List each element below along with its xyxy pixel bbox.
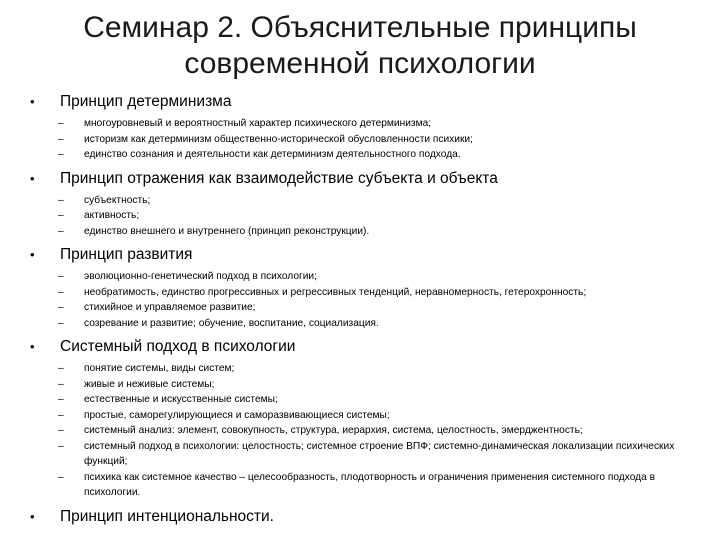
section-heading <box>18 507 708 527</box>
dash-icon: – <box>58 440 64 452</box>
dash-icon: – <box>58 118 64 129</box>
dash-icon: – <box>58 194 64 206</box>
sub-list <box>18 193 708 240</box>
slide-title <box>0 10 720 82</box>
sub-list <box>18 361 708 501</box>
list-item-text: системный подход в психологии: целостность; системное строение ВПФ; системно-динамическая локализации психических функций; <box>84 440 675 467</box>
section-heading-text: Принцип интенциональности. <box>60 507 274 525</box>
list-item-text: необратимость, единство прогрессивных и регрессивных тенденций, неравномерность, гетерохронность; <box>84 286 587 298</box>
dash-icon: – <box>58 363 64 374</box>
list-item-text: системный анализ: элемент, совокупность, структура, иерархия, система, целостность, эмерджентность; <box>84 425 583 436</box>
list-item-text: эволюционно-генетический подход в психологии; <box>84 271 317 282</box>
dash-icon: – <box>58 271 64 282</box>
list-item-text: многоуровневый и вероятностный характер психического детерминизма; <box>84 118 432 129</box>
list-item-text: субъектность; <box>84 194 151 206</box>
list-item-text: единство сознания и деятельности как детерминизм деятельностного подхода. <box>84 149 461 160</box>
list-item <box>18 208 708 224</box>
list-item <box>18 224 708 240</box>
list-item <box>18 361 708 377</box>
list-item-text: понятие системы, виды систем; <box>84 363 235 374</box>
list-item <box>18 439 708 470</box>
section-heading-text: Системный подход в психологии <box>60 338 296 355</box>
dash-icon: – <box>58 317 64 329</box>
sub-list <box>18 116 708 163</box>
dash-icon: – <box>58 133 64 145</box>
bullet-icon: • <box>30 94 35 109</box>
list-item <box>18 316 708 332</box>
section-determinism <box>18 92 708 163</box>
bullet-icon: • <box>30 339 35 354</box>
section-heading <box>18 245 708 265</box>
list-item-text: психика как системное качество – целесообразность, плодотворность и ограничения применения системного подхода в психологии. <box>84 471 656 498</box>
list-item <box>18 377 708 393</box>
dash-icon: – <box>58 286 64 298</box>
list-item-text: единство внешнего и внутреннего (принцип реконструкции). <box>84 225 370 237</box>
list-item <box>18 408 708 424</box>
sub-list <box>18 269 708 331</box>
list-item <box>18 269 708 285</box>
dash-icon: – <box>58 471 64 483</box>
dash-icon: – <box>58 302 64 313</box>
list-item <box>18 147 708 163</box>
section-heading-text: Принцип отражения как взаимодействие субъекта и объекта <box>60 169 498 187</box>
list-item <box>18 116 708 132</box>
slide-title-line-2: современной психологии <box>184 47 536 80</box>
dash-icon: – <box>58 394 64 405</box>
dash-icon: – <box>58 149 64 160</box>
section-heading <box>18 337 708 357</box>
bullet-icon: • <box>30 247 35 262</box>
list-item <box>18 392 708 408</box>
slide-title-line-1: Семинар 2. Объяснительные принципы <box>83 11 637 44</box>
list-item-text: историзм как детерминизм общественно-исторической обусловленности психики; <box>84 133 473 145</box>
section-heading <box>18 92 708 112</box>
list-item-text: созревание и развитие; обучение, воспитание, социализация. <box>84 317 379 329</box>
dash-icon: – <box>58 378 64 390</box>
slide-content <box>18 92 708 527</box>
list-item-text: активность; <box>84 210 140 221</box>
section-systems-approach <box>18 337 708 501</box>
list-item <box>18 285 708 301</box>
section-heading-text: Принцип детерминизма <box>60 93 232 110</box>
list-item <box>18 423 708 439</box>
bullet-icon: • <box>30 170 35 186</box>
dash-icon: – <box>58 210 64 221</box>
section-heading-text: Принцип развития <box>60 246 193 263</box>
section-heading <box>18 169 708 189</box>
list-item-text: стихийное и управляемое развитие; <box>84 302 256 313</box>
dash-icon: – <box>58 425 64 436</box>
list-item <box>18 300 708 316</box>
section-development <box>18 245 708 331</box>
dash-icon: – <box>58 225 64 237</box>
list-item-text: простые, саморегулирующиеся и саморазвивающиеся системы; <box>84 409 390 421</box>
list-item-text: естественные и искусственные системы; <box>84 394 278 405</box>
bullet-icon: • <box>30 508 35 524</box>
section-reflection <box>18 169 708 240</box>
list-item <box>18 193 708 209</box>
section-intentionality <box>18 507 708 527</box>
list-item-text: живые и неживые системы; <box>84 378 215 390</box>
list-item <box>18 132 708 148</box>
dash-icon: – <box>58 409 64 421</box>
list-item <box>18 470 708 501</box>
